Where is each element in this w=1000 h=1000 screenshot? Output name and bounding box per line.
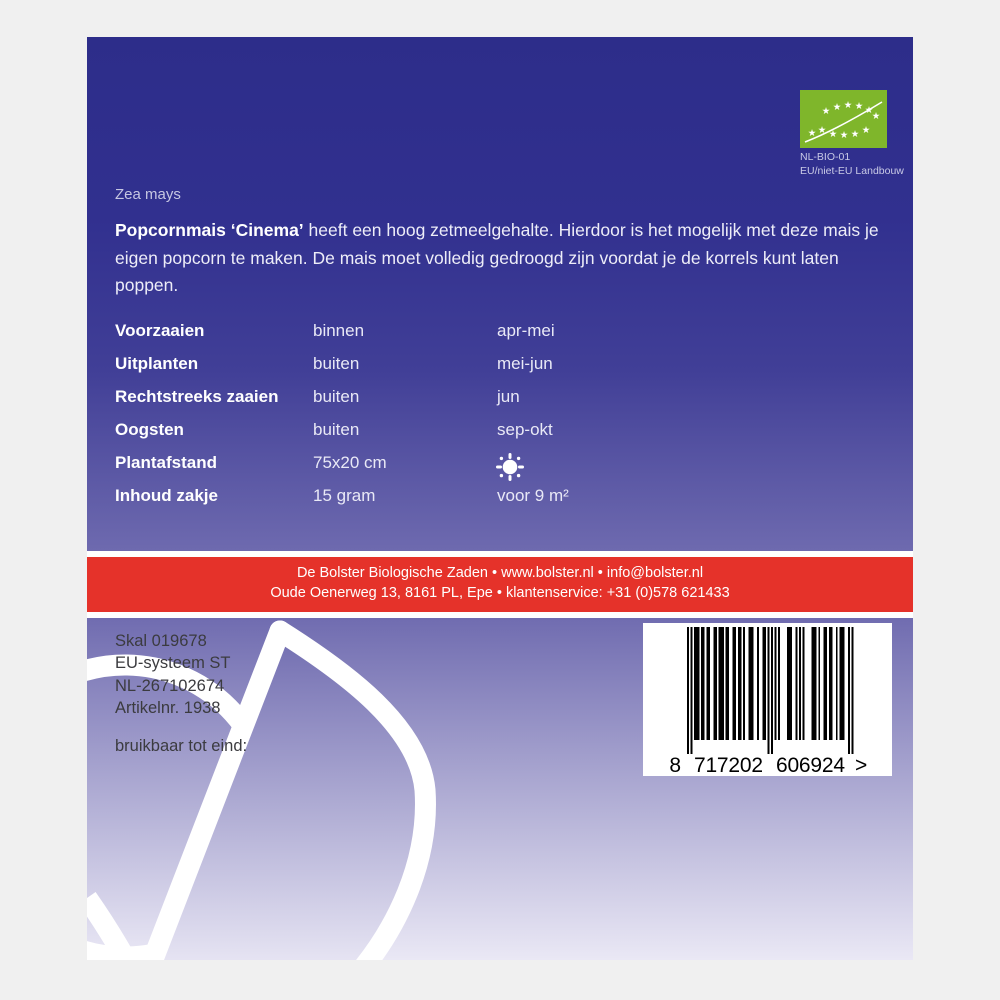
row-value: buiten bbox=[313, 354, 360, 373]
svg-text:★: ★ bbox=[832, 102, 842, 113]
svg-text:>: > bbox=[855, 754, 868, 776]
svg-text:717202: 717202 bbox=[694, 754, 763, 776]
row-value: 75x20 cm bbox=[313, 453, 387, 472]
svg-text:★: ★ bbox=[828, 129, 838, 140]
row-value: binnen bbox=[313, 321, 365, 340]
svg-text:606924: 606924 bbox=[776, 754, 845, 776]
table-row bbox=[115, 485, 885, 518]
svg-text:★: ★ bbox=[854, 101, 864, 112]
row-value: buiten bbox=[313, 420, 360, 439]
svg-text:★: ★ bbox=[821, 106, 831, 117]
row-label: Plantafstand bbox=[115, 453, 218, 472]
skal-number: Skal 019678 bbox=[115, 632, 207, 650]
contact-line1: De Bolster Biologische Zaden • www.bolster.nl • info@bolster.nl bbox=[296, 565, 704, 581]
description-text: heeft een hoog zetmeelgehalte. Hierdoor is het mogelijk met deze mais je eigen popcorn te maken. De mais moet volledig gedroogd zijn voordat je de korrels kunt laten poppen. bbox=[115, 220, 879, 295]
svg-text:★: ★ bbox=[807, 128, 817, 139]
table-row bbox=[115, 353, 885, 386]
svg-text:★: ★ bbox=[843, 100, 853, 111]
table-row bbox=[115, 452, 885, 485]
svg-text:★: ★ bbox=[850, 129, 860, 140]
eu-system: EU-systeem ST bbox=[115, 654, 231, 673]
table-row bbox=[115, 386, 885, 419]
svg-text:★: ★ bbox=[861, 125, 871, 136]
growing-info-table bbox=[115, 320, 885, 518]
row-label: Voorzaaien bbox=[115, 321, 205, 340]
svg-text:★: ★ bbox=[817, 125, 827, 136]
row-label: Rechtstreeks zaaien bbox=[115, 387, 279, 406]
certification-block bbox=[115, 630, 247, 757]
row-period: mei-jun bbox=[497, 354, 553, 373]
expiry-label: bruikbaar tot eind: bbox=[115, 737, 248, 756]
row-period: apr-mei bbox=[497, 321, 555, 340]
barcode-bars bbox=[643, 623, 892, 776]
eu-organic-leaf-icon bbox=[800, 90, 887, 148]
article-number: Artikelnr. 1938 bbox=[115, 698, 221, 717]
species-latin-name: Zea mays bbox=[115, 186, 181, 203]
top-section bbox=[87, 37, 913, 551]
contact-band bbox=[87, 551, 913, 618]
barcode bbox=[643, 623, 892, 776]
eu-organic-block bbox=[800, 90, 910, 178]
contact-line2: Oude Oenerweg 13, 8161 PL, Epe • klantenservice: +31 (0)578 621433 bbox=[270, 584, 730, 601]
svg-text:★: ★ bbox=[871, 111, 881, 122]
seed-packet bbox=[87, 37, 913, 960]
nl-number: NL-267102674 bbox=[115, 676, 225, 695]
row-period: voor 9 m² bbox=[497, 486, 569, 505]
row-label: Uitplanten bbox=[115, 354, 199, 373]
svg-text:8: 8 bbox=[669, 754, 681, 776]
row-period: sep-okt bbox=[497, 420, 553, 439]
eu-code-line1: NL-BIO-01 bbox=[800, 151, 851, 163]
product-description bbox=[115, 217, 893, 300]
row-period: jun bbox=[497, 387, 520, 406]
table-row bbox=[115, 320, 885, 353]
svg-text:★: ★ bbox=[839, 130, 849, 141]
sun-icon bbox=[495, 452, 525, 482]
row-value: 15 gram bbox=[313, 486, 376, 505]
row-value: buiten bbox=[313, 387, 360, 406]
svg-text:★: ★ bbox=[864, 105, 874, 116]
table-row bbox=[115, 419, 885, 452]
row-label: Inhoud zakje bbox=[115, 486, 218, 505]
eu-code-line2: EU/niet-EU Landbouw bbox=[800, 164, 904, 177]
row-label: Oogsten bbox=[115, 420, 184, 439]
product-title: Popcornmais ‘Cinema’ bbox=[115, 220, 304, 240]
bottom-section bbox=[87, 618, 913, 960]
